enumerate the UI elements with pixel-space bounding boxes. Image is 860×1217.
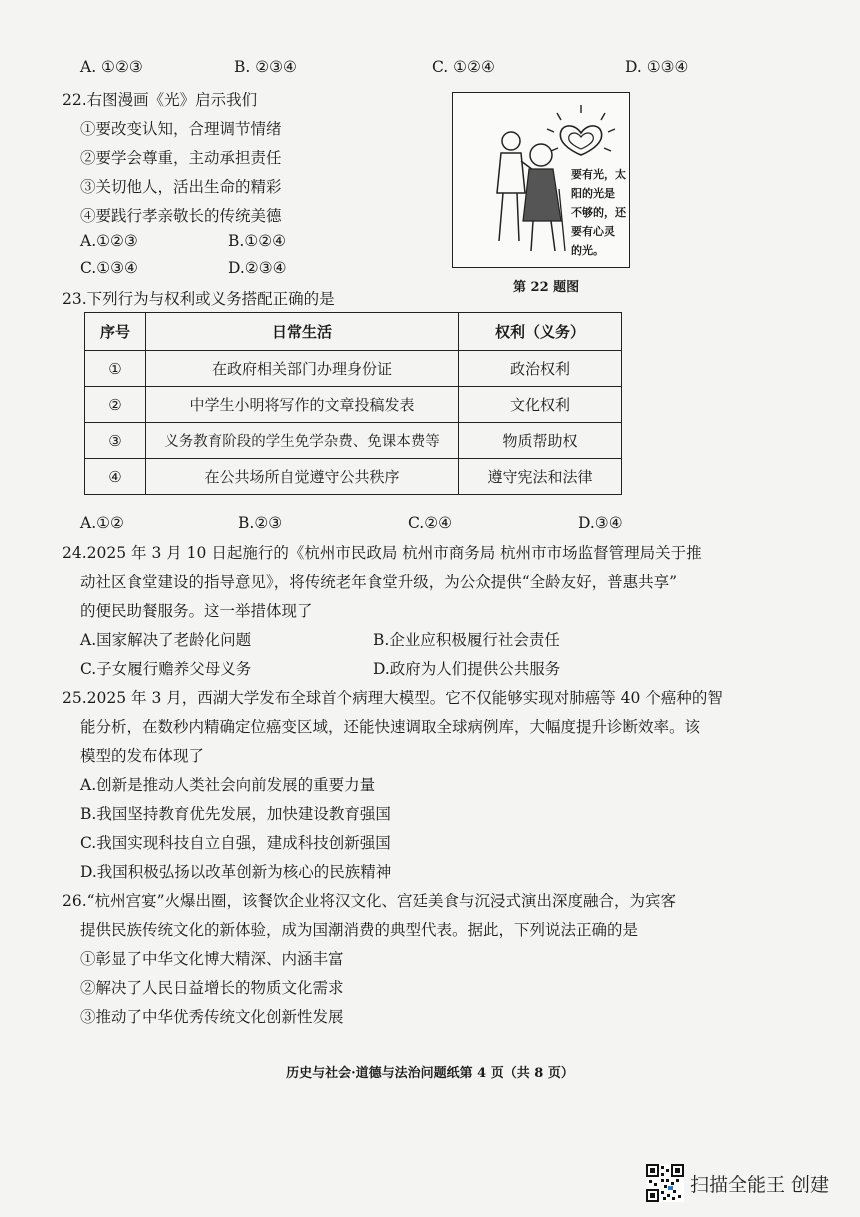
q22-option-a: A.①②③ [80, 232, 138, 250]
cartoon-text-4: 要有心灵 [571, 225, 615, 238]
scanner-watermark [646, 1164, 829, 1202]
q25-option-d: D.我国积极弘扬以改革创新为核心的民族精神 [80, 863, 392, 881]
header-index: 序号 [85, 313, 146, 351]
row-right: 物质帮助权 [459, 423, 622, 459]
q22-option-c: C.①③④ [80, 259, 138, 277]
row-index: ③ [85, 423, 146, 459]
row-right: 政治权利 [459, 351, 622, 387]
q23-option-b: B.②③ [238, 514, 283, 532]
q23-stem: 23.下列行为与权利或义务搭配正确的是 [62, 290, 335, 308]
q26-item-3: ③推动了中华优秀传统文化创新性发展 [80, 1008, 344, 1026]
q22-item-3: ③关切他人，活出生命的精彩 [80, 178, 282, 196]
q22-option-d: D.②③④ [228, 259, 287, 277]
q25-line-1: 25.2025 年 3 月，西湖大学发布全球首个病理大模型。它不仅能够实现对肺癌等 40 个癌种的智 [62, 689, 723, 707]
q26-line-2: 提供民族传统文化的新体验，成为国潮消费的典型代表。据此，下列说法正确的是 [80, 921, 639, 939]
cartoon-text-5: 的光。 [571, 244, 604, 257]
cartoon-text-2: 阳的光是 [571, 187, 615, 200]
q23-option-c: C.②④ [408, 514, 453, 532]
row-activity: 在政府相关部门办理身份证 [146, 351, 459, 387]
q24-line-3: 的便民助餐服务。这一举措体现了 [80, 602, 313, 620]
q21-option-c: C. ①②④ [432, 58, 495, 76]
row-index: ② [85, 387, 146, 423]
row-activity: 在公共场所自觉遵守公共秩序 [146, 459, 459, 495]
q22-item-4: ④要践行孝亲敬长的传统美德 [80, 207, 282, 225]
header-daily-life: 日常生活 [146, 313, 459, 351]
row-right: 文化权利 [459, 387, 622, 423]
cartoon-light [452, 92, 630, 268]
table-row [85, 423, 622, 459]
q24-line-2: 动社区食堂建设的指导意见》，将传统老年食堂升级，为公众提供“全龄友好，普惠共享” [80, 573, 678, 591]
rights-table [84, 312, 622, 495]
q22-item-2: ②要学会尊重，主动承担责任 [80, 149, 282, 167]
qr-code-icon [646, 1164, 684, 1202]
header-rights: 权利（义务） [459, 313, 622, 351]
q25-option-a: A.创新是推动人类社会向前发展的重要力量 [80, 776, 376, 794]
watermark-text: 扫描全能王 创建 [690, 1173, 830, 1196]
row-index: ④ [85, 459, 146, 495]
q22-item-1: ①要改变认知，合理调节情绪 [80, 120, 282, 138]
table-row [85, 387, 622, 423]
cartoon-text-1: 要有光，太 [571, 168, 626, 181]
q25-line-3: 模型的发布体现了 [80, 747, 205, 765]
table-row [85, 351, 622, 387]
q21-option-a: A. ①②③ [80, 58, 143, 76]
table-header-row [85, 313, 622, 351]
q26-item-2: ②解决了人民日益增长的物质文化需求 [80, 979, 344, 997]
row-activity: 中学生小明将写作的文章投稿发表 [146, 387, 459, 423]
q23-option-d: D.③④ [578, 514, 623, 532]
row-index: ① [85, 351, 146, 387]
q21-option-d: D. ①③④ [625, 58, 689, 76]
page-footer: 历史与社会·道德与法治问题纸第 4 页（共 8 页） [286, 1066, 574, 1081]
q24-line-1: 24.2025 年 3 月 10 日起施行的《杭州市民政局 杭州市商务局 杭州市市场监督管理局关于推 [62, 544, 702, 562]
q22-stem: 22.右图漫画《光》启示我们 [62, 91, 258, 109]
q26-line-1: 26.“杭州宫宴”火爆出圈，该餐饮企业将汉文化、宫廷美食与沉浸式演出深度融合，为宾客 [62, 892, 677, 910]
row-right: 遵守宪法和法律 [459, 459, 622, 495]
q25-option-c: C.我国实现科技自立自强，建成科技创新强国 [80, 834, 391, 852]
q26-item-1: ①彰显了中华文化博大精深、内涵丰富 [80, 950, 344, 968]
q21-option-b: B. ②③④ [234, 58, 297, 76]
q25-option-b: B.我国坚持教育优先发展，加快建设教育强国 [80, 805, 391, 823]
row-activity: 义务教育阶段的学生免学杂费、免课本费等 [146, 423, 459, 459]
q25-line-2: 能分析，在数秒内精确定位癌变区域，还能快速调取全球病例库，大幅度提升诊断效率。该 [80, 718, 701, 736]
table-row [85, 459, 622, 495]
q24-option-a: A.国家解决了老龄化问题 [80, 631, 252, 649]
q23-option-a: A.①② [80, 514, 124, 532]
q22-option-b: B.①②④ [228, 232, 287, 250]
q24-option-c: C.子女履行赡养父母义务 [80, 660, 252, 678]
cartoon-text-3: 不够的，还 [571, 206, 626, 219]
q24-option-d: D.政府为人们提供公共服务 [373, 660, 561, 678]
cartoon-caption: 第 22 题图 [513, 280, 580, 295]
q24-option-b: B.企业应积极履行社会责任 [373, 631, 560, 649]
